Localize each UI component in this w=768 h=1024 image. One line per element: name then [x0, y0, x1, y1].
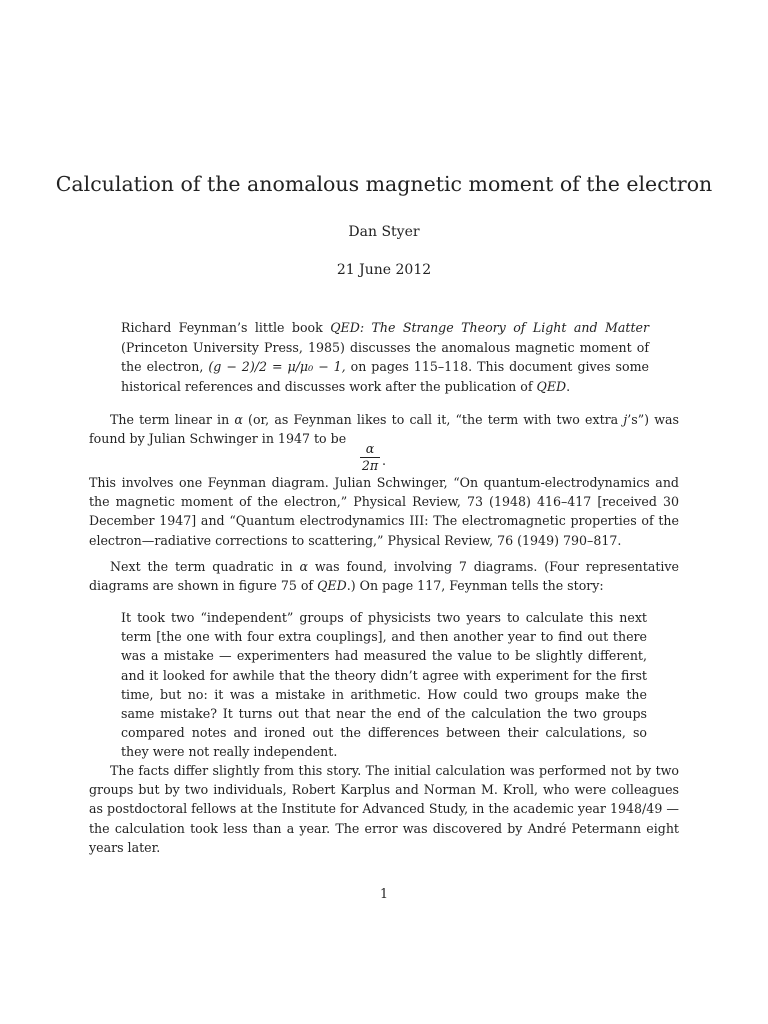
abstract-text: (Princeton University Press, 1985) discusses the anomalous magnetic moment of the electron, [121, 339, 649, 374]
abstract [121, 318, 649, 396]
qed-title: QED [317, 578, 347, 594]
j-symbol: j [623, 412, 628, 427]
paragraph-quadratic-term [89, 557, 679, 595]
paragraph-text: Next the term quadratic in [110, 559, 300, 574]
paragraph-text: .) On page 117, Feynman tells the story: [346, 578, 604, 594]
date: 21 June 2012 [336, 262, 432, 278]
qed-title: QED [536, 378, 567, 394]
fraction-denominator: 2π [361, 458, 379, 473]
paragraph-text: (or, as Feynman likes to call it, “the term with two extra [242, 412, 624, 427]
alpha-over-2pi-fraction [360, 442, 400, 473]
feynman-quote: It took two “independent” groups of physicists two years to calculate this next term [the one with four extra couplings], and then another year to find out there was a mistake — experimenters had measured the value to be slightly different, and it looked for awhile that the theory didn’t agree with experiment for the first time, but no: it was a mistake in arithmetic. How could two groups make the same mistake? It turns out that near the end of the calculation the two groups compared notes and ironed out the differences between their calculations, so they were not really independent. [121, 610, 647, 760]
author: Dan Styer [348, 224, 420, 240]
abstract-text: on pages 115–118. This document gives some historical references and discusses work after the publication of [121, 359, 649, 394]
abstract-text: . [566, 378, 571, 394]
paragraph-text: The term linear in [110, 412, 235, 427]
alpha-symbol: α [234, 412, 243, 427]
paragraph-schwinger-references: This involves one Feynman diagram. Julian Schwinger, “On quantum-electrodynamics and the magnetic moment of the electron,” Physical Review, 73 (1948) 416–417 [received 30 December 1947] and “Quantum electrodynamics III: The electromagnetic properties of the electron—radiative corrections to scattering,” Physical Review, 76 (1949) 790–817. [89, 475, 679, 548]
g-factor-formula: (g − 2)/2 = μ/μ₀ − 1, [208, 359, 346, 374]
abstract-text: Richard Feynman’s little book [121, 320, 331, 335]
fraction-period: . [382, 453, 387, 468]
book-title: QED: The Strange Theory of Light and Matter [330, 320, 649, 335]
alpha-symbol: α [299, 559, 309, 574]
page-title: Calculation of the anomalous magnetic moment of the electron [55, 172, 713, 196]
paragraph-historical-facts: The facts differ slightly from this story. The initial calculation was performed not by two groups but by two individuals, Robert Karplus and Norman M. Kroll, who were colleagues as postdoctoral fellows at the Institute for Advanced Study, in the academic year 1948/49 — the calculation took less than a year. The error was discovered by André Petermann eight years later. [89, 763, 679, 855]
fraction-numerator: α [365, 441, 375, 456]
paragraph-text: ’s”) was found by Julian Schwinger in 1947 to be [89, 412, 679, 447]
paragraph-text: was found, involving 7 diagrams. (Four representative diagrams are shown in figure 75 of [89, 559, 679, 594]
page-number: 1 [379, 886, 388, 901]
